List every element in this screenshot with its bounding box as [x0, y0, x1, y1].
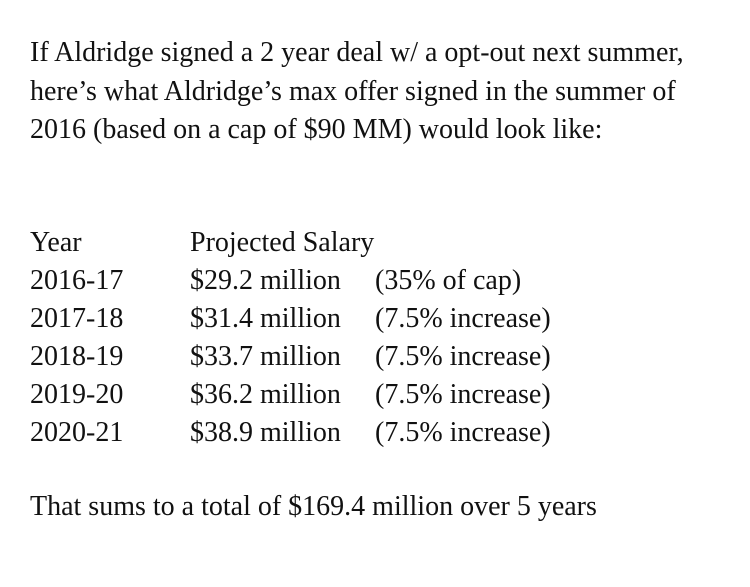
salary-cell: $33.7 million	[190, 341, 341, 372]
table-header-row	[30, 224, 551, 262]
salary-cell: $38.9 million	[190, 417, 341, 448]
year-cell: 2019-20	[30, 379, 124, 410]
year-cell: 2016-17	[30, 265, 124, 296]
year-cell: 2020-21	[30, 417, 124, 448]
note-cell: (7.5% increase)	[375, 379, 551, 410]
note-cell: (7.5% increase)	[375, 341, 551, 372]
year-cell: 2017-18	[30, 303, 124, 334]
intro-paragraph: If Aldridge signed a 2 year deal w/ a opt-out next summer, here’s what Aldridge’s max offer signed in the summer of 2016 (based on a cap of $90 MM) would look like:	[30, 37, 684, 145]
year-column-header: Year	[30, 227, 82, 258]
note-cell: (7.5% increase)	[375, 303, 551, 334]
salary-cell: $29.2 million	[190, 265, 341, 296]
table-row	[30, 300, 551, 338]
salary-cell: $31.4 million	[190, 303, 341, 334]
year-cell: 2018-19	[30, 341, 124, 372]
note-cell: (7.5% increase)	[375, 417, 551, 448]
summary-sentence: That sums to a total of $169.4 million over 5 years	[30, 491, 597, 522]
table-row	[30, 376, 551, 414]
table-row	[30, 414, 551, 452]
note-cell: (35% of cap)	[375, 265, 522, 296]
table-row	[30, 262, 551, 300]
salary-table	[30, 224, 551, 452]
table-row	[30, 338, 551, 376]
salary-column-header: Projected Salary	[190, 227, 375, 258]
salary-cell: $36.2 million	[190, 379, 341, 410]
